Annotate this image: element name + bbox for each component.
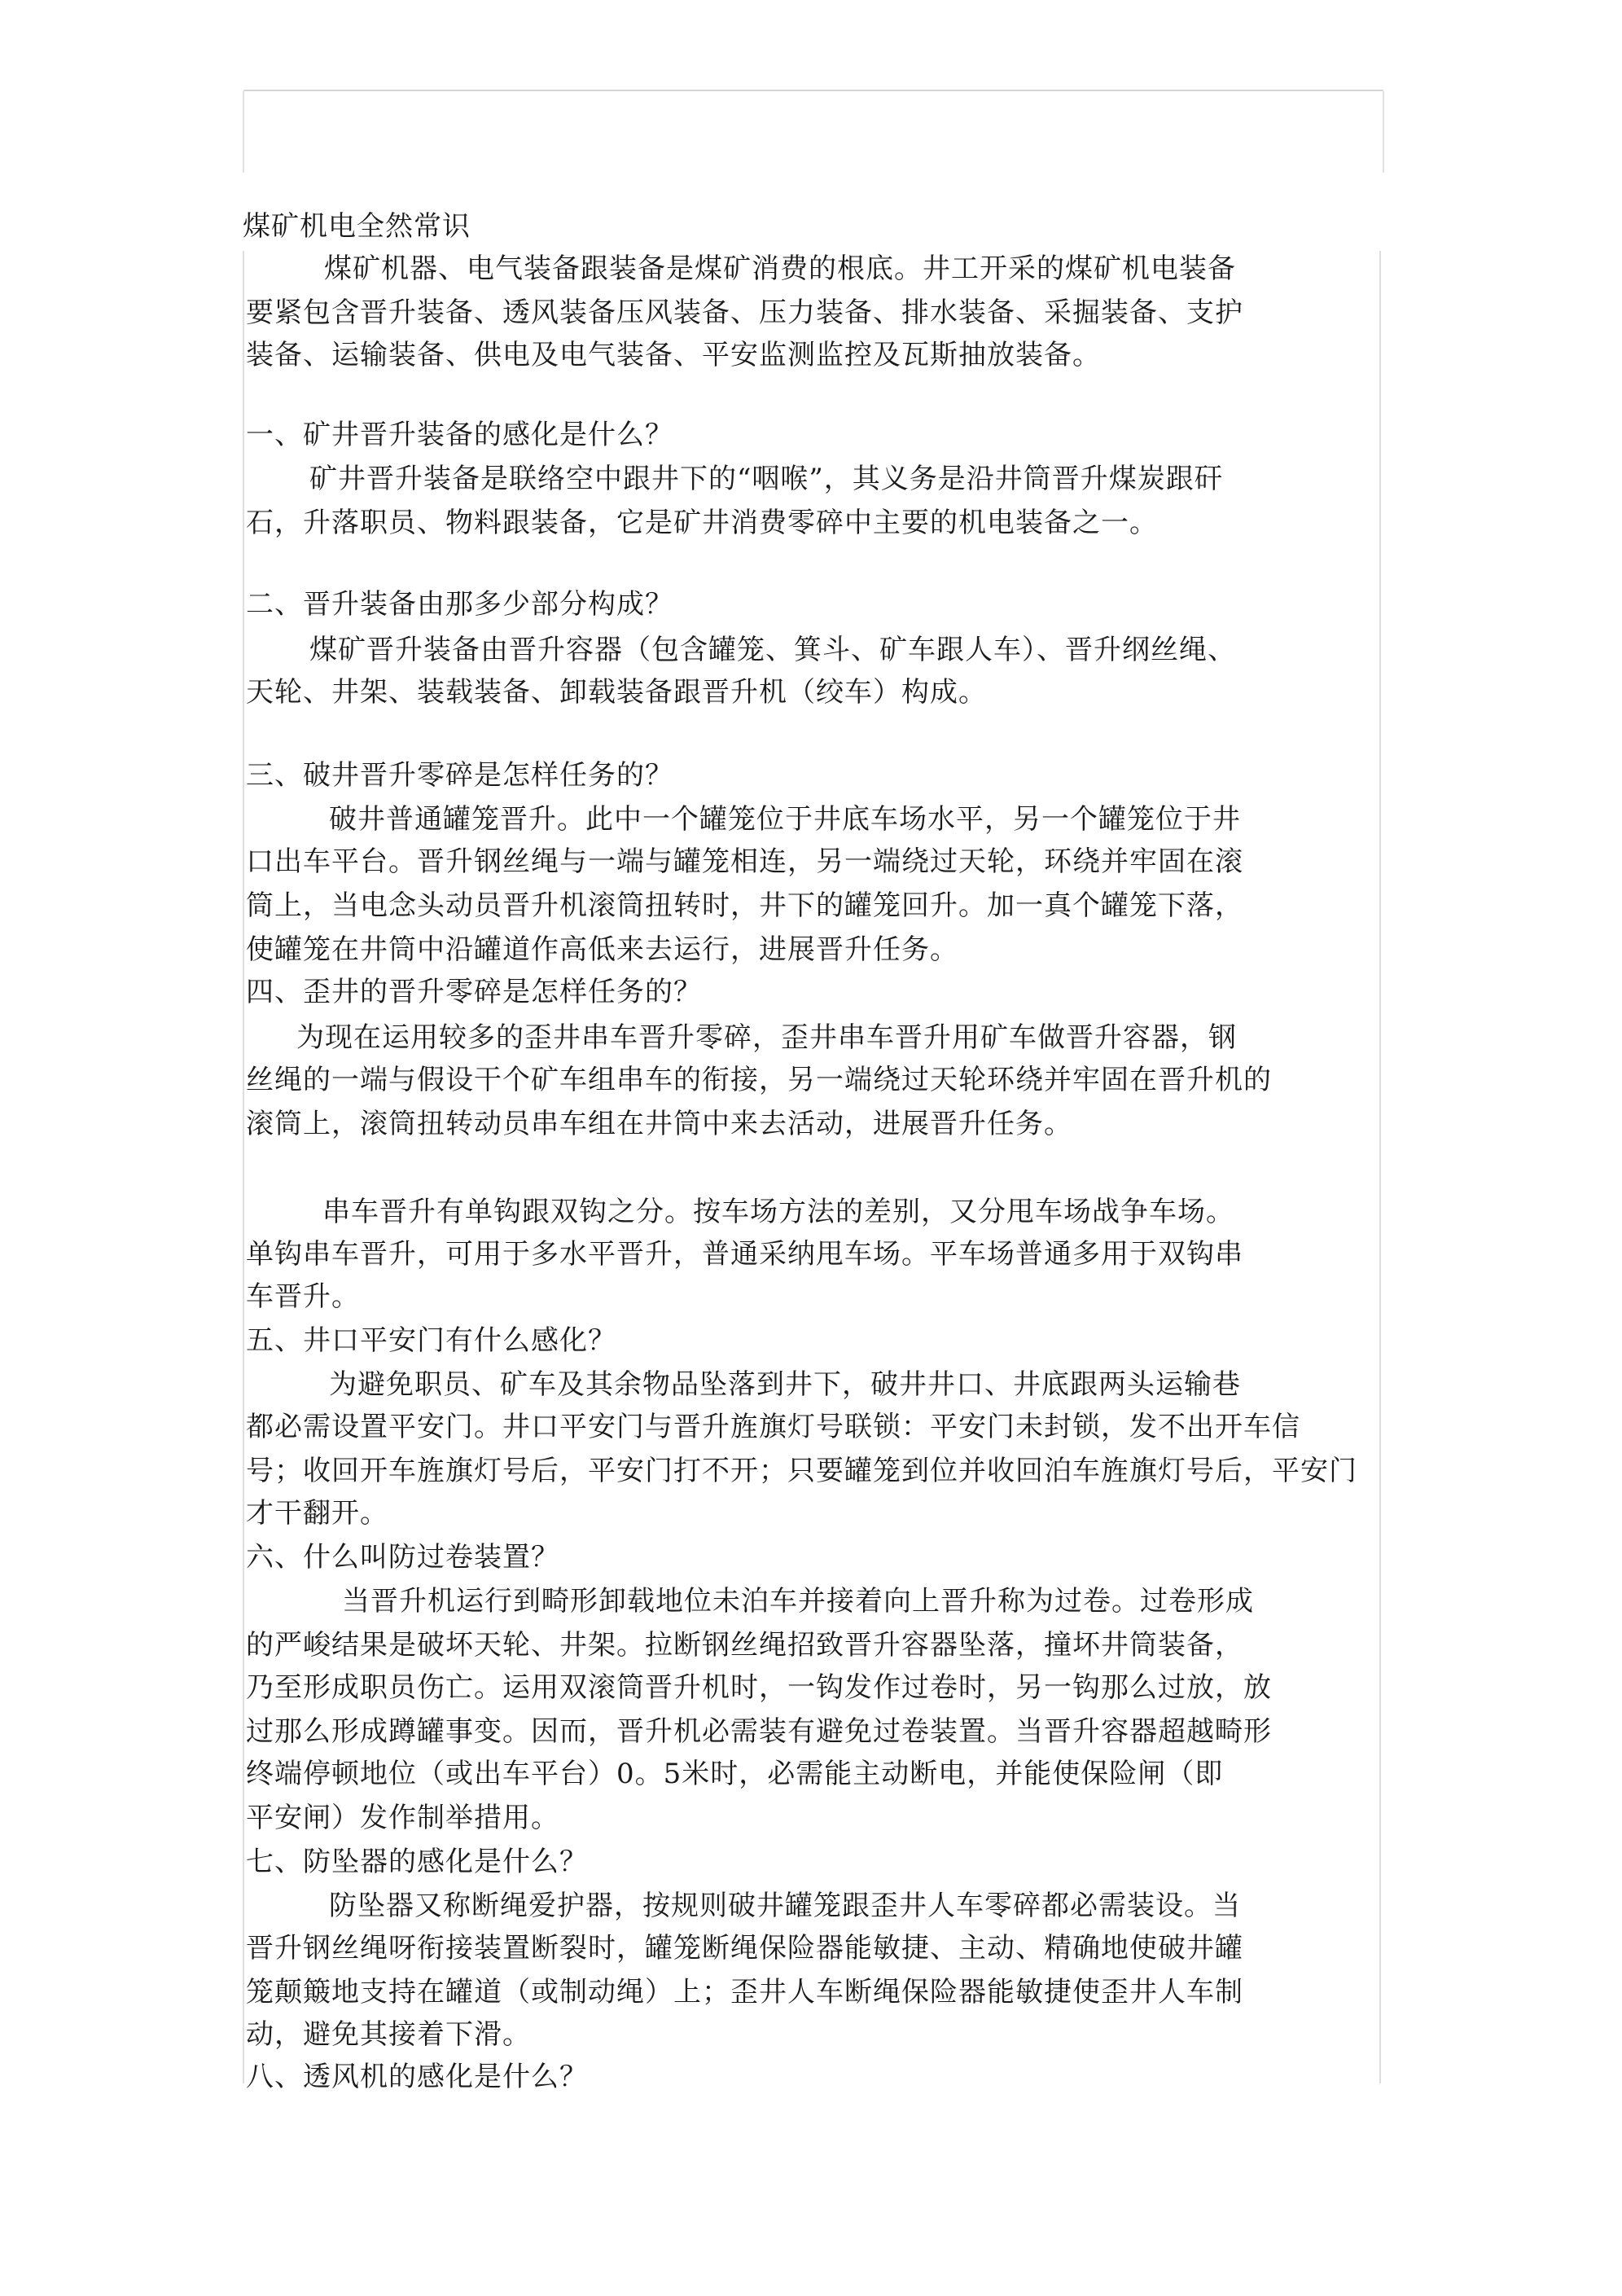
section-heading: 三、破井晋升零碎是怎样任务的？ <box>246 759 673 792</box>
paragraph-line: 筒上，当电念头动员晋升机滚筒扭转时，井下的罐笼回升。加一真个罐笼下落， <box>246 889 1243 922</box>
paragraph-line: 煤矿机器、电气装备跟装备是煤矿消费的根底。井工开采的煤矿机电装备 <box>324 252 1236 285</box>
paragraph-line: 当晋升机运行到畸形卸载地位未泊车并接着向上晋升称为过卷。过卷形成 <box>342 1585 1254 1618</box>
paragraph-line: 装备、运输装备、供电及电气装备、平安监测监控及瓦斯抽放装备。 <box>246 339 1101 371</box>
paragraph-line: 口出车平台。晋升钢丝绳与一端与罐笼相连，另一端绕过天轮，环绕并牢固在滚 <box>246 845 1243 878</box>
document-title: 煤矿机电全然常识 <box>243 210 471 243</box>
paragraph-line: 为现在运用较多的歪井串车晋升零碎，歪井串车晋升用矿车做晋升容器，钢 <box>296 1021 1237 1054</box>
paragraph-line: 石，升落职员、物料跟装备，它是矿井消费零碎中主要的机电装备之一。 <box>246 507 1158 539</box>
header-frame <box>243 90 1384 173</box>
left-margin-rule <box>243 251 244 2083</box>
paragraph-line: 煤矿晋升装备由晋升容器（包含罐笼、箕斗、矿车跟人车）、晋升纲丝绳、 <box>309 634 1236 666</box>
paragraph-line: 终端停顿地位（或出车平台）0。5米时，必需能主动断电，并能使保险闸（即 <box>246 1758 1224 1790</box>
paragraph-line: 过那么形成蹲罐事变。因而，晋升机必需装有避免过卷装置。当晋升容器超越畸形 <box>246 1715 1272 1748</box>
paragraph-line: 使罐笼在井筒中沿罐道作高低来去运行，进展晋升任务。 <box>246 933 958 966</box>
paragraph-line: 串车晋升有单钩跟双钩之分。按车场方法的差别，又分甩车场战争车场。 <box>322 1196 1234 1228</box>
section-heading: 一、矿井晋升装备的感化是什么？ <box>246 419 673 451</box>
paragraph-line: 号；收回开车旌旗灯号后，平安门打不开；只要罐笼到位并收回泊车旌旗灯号后，平安门 <box>246 1455 1357 1487</box>
paragraph-line: 笼颠簸地支持在罐道（或制动绳）上；歪井人车断绳保险器能敏捷使歪井人车制 <box>246 1976 1243 2008</box>
paragraph-line: 动，避免其接着下滑。 <box>246 2018 531 2051</box>
paragraph-line: 车晋升。 <box>246 1280 360 1313</box>
paragraph-line: 破井普通罐笼晋升。此中一个罐笼位于井底车场水平，另一个罐笼位于井 <box>329 803 1241 836</box>
paragraph-line: 都必需设置平安门。井口平安门与晋升旌旗灯号联锁：平安门未封锁，发不出开车信 <box>246 1411 1300 1443</box>
paragraph-line: 丝绳的一端与假设干个矿车组串车的衔接，另一端绕过天轮环绕并牢固在晋升机的 <box>246 1064 1272 1096</box>
paragraph-line: 才干翻开。 <box>246 1497 388 1530</box>
paragraph-line: 滚筒上，滚筒扭转动员串车组在井筒中来去活动，进展晋升任务。 <box>246 1108 1072 1140</box>
paragraph-line: 天轮、井架、装载装备、卸载装备跟晋升机（绞车）构成。 <box>246 676 987 709</box>
paragraph-line: 要紧包含晋升装备、透风装备压风装备、压力装备、排水装备、采掘装备、支护 <box>246 296 1243 329</box>
paragraph-line: 矿井晋升装备是联络空中跟井下的“咽喉”，其义务是沿井筒晋升煤炭跟矸 <box>309 463 1223 495</box>
paragraph-line: 为避免职员、矿车及其余物品坠落到井下，破井井口、井底跟两头运输巷 <box>329 1368 1241 1401</box>
section-heading: 七、防坠器的感化是什么？ <box>246 1846 588 1878</box>
paragraph-line: 乃至形成职员伤亡。运用双滚筒晋升机时，一钩发作过卷时，另一钩那么过放，放 <box>246 1671 1272 1704</box>
right-margin-rule <box>1379 251 1381 2083</box>
section-heading: 五、井口平安门有什么感化？ <box>246 1324 616 1357</box>
section-heading: 四、歪井的晋升零碎是怎样任务的？ <box>246 976 702 1008</box>
paragraph-line: 单钩串车晋升，可用于多水平晋升，普通采纳甩车场。平车场普通多用于双钩串 <box>246 1238 1243 1271</box>
paragraph-line: 晋升钢丝绳呀衔接装置断裂时，罐笼断绳保险器能敏捷、主动、精确地使破井罐 <box>246 1932 1243 1965</box>
paragraph-line: 的严峻结果是破坏天轮、井架。拉断钢丝绳招致晋升容器坠落，撞坏井筒装备， <box>246 1629 1243 1662</box>
paragraph-line: 平安闸）发作制举措用。 <box>246 1802 559 1834</box>
section-heading: 二、晋升装备由那多少部分构成？ <box>246 588 673 621</box>
section-heading: 六、什么叫防过卷装置？ <box>246 1541 559 1574</box>
paragraph-line: 防坠器又称断绳爱护器，按规则破井罐笼跟歪井人车零碎都必需装设。当 <box>329 1890 1241 1922</box>
section-heading: 八、透风机的感化是什么？ <box>246 2061 588 2093</box>
